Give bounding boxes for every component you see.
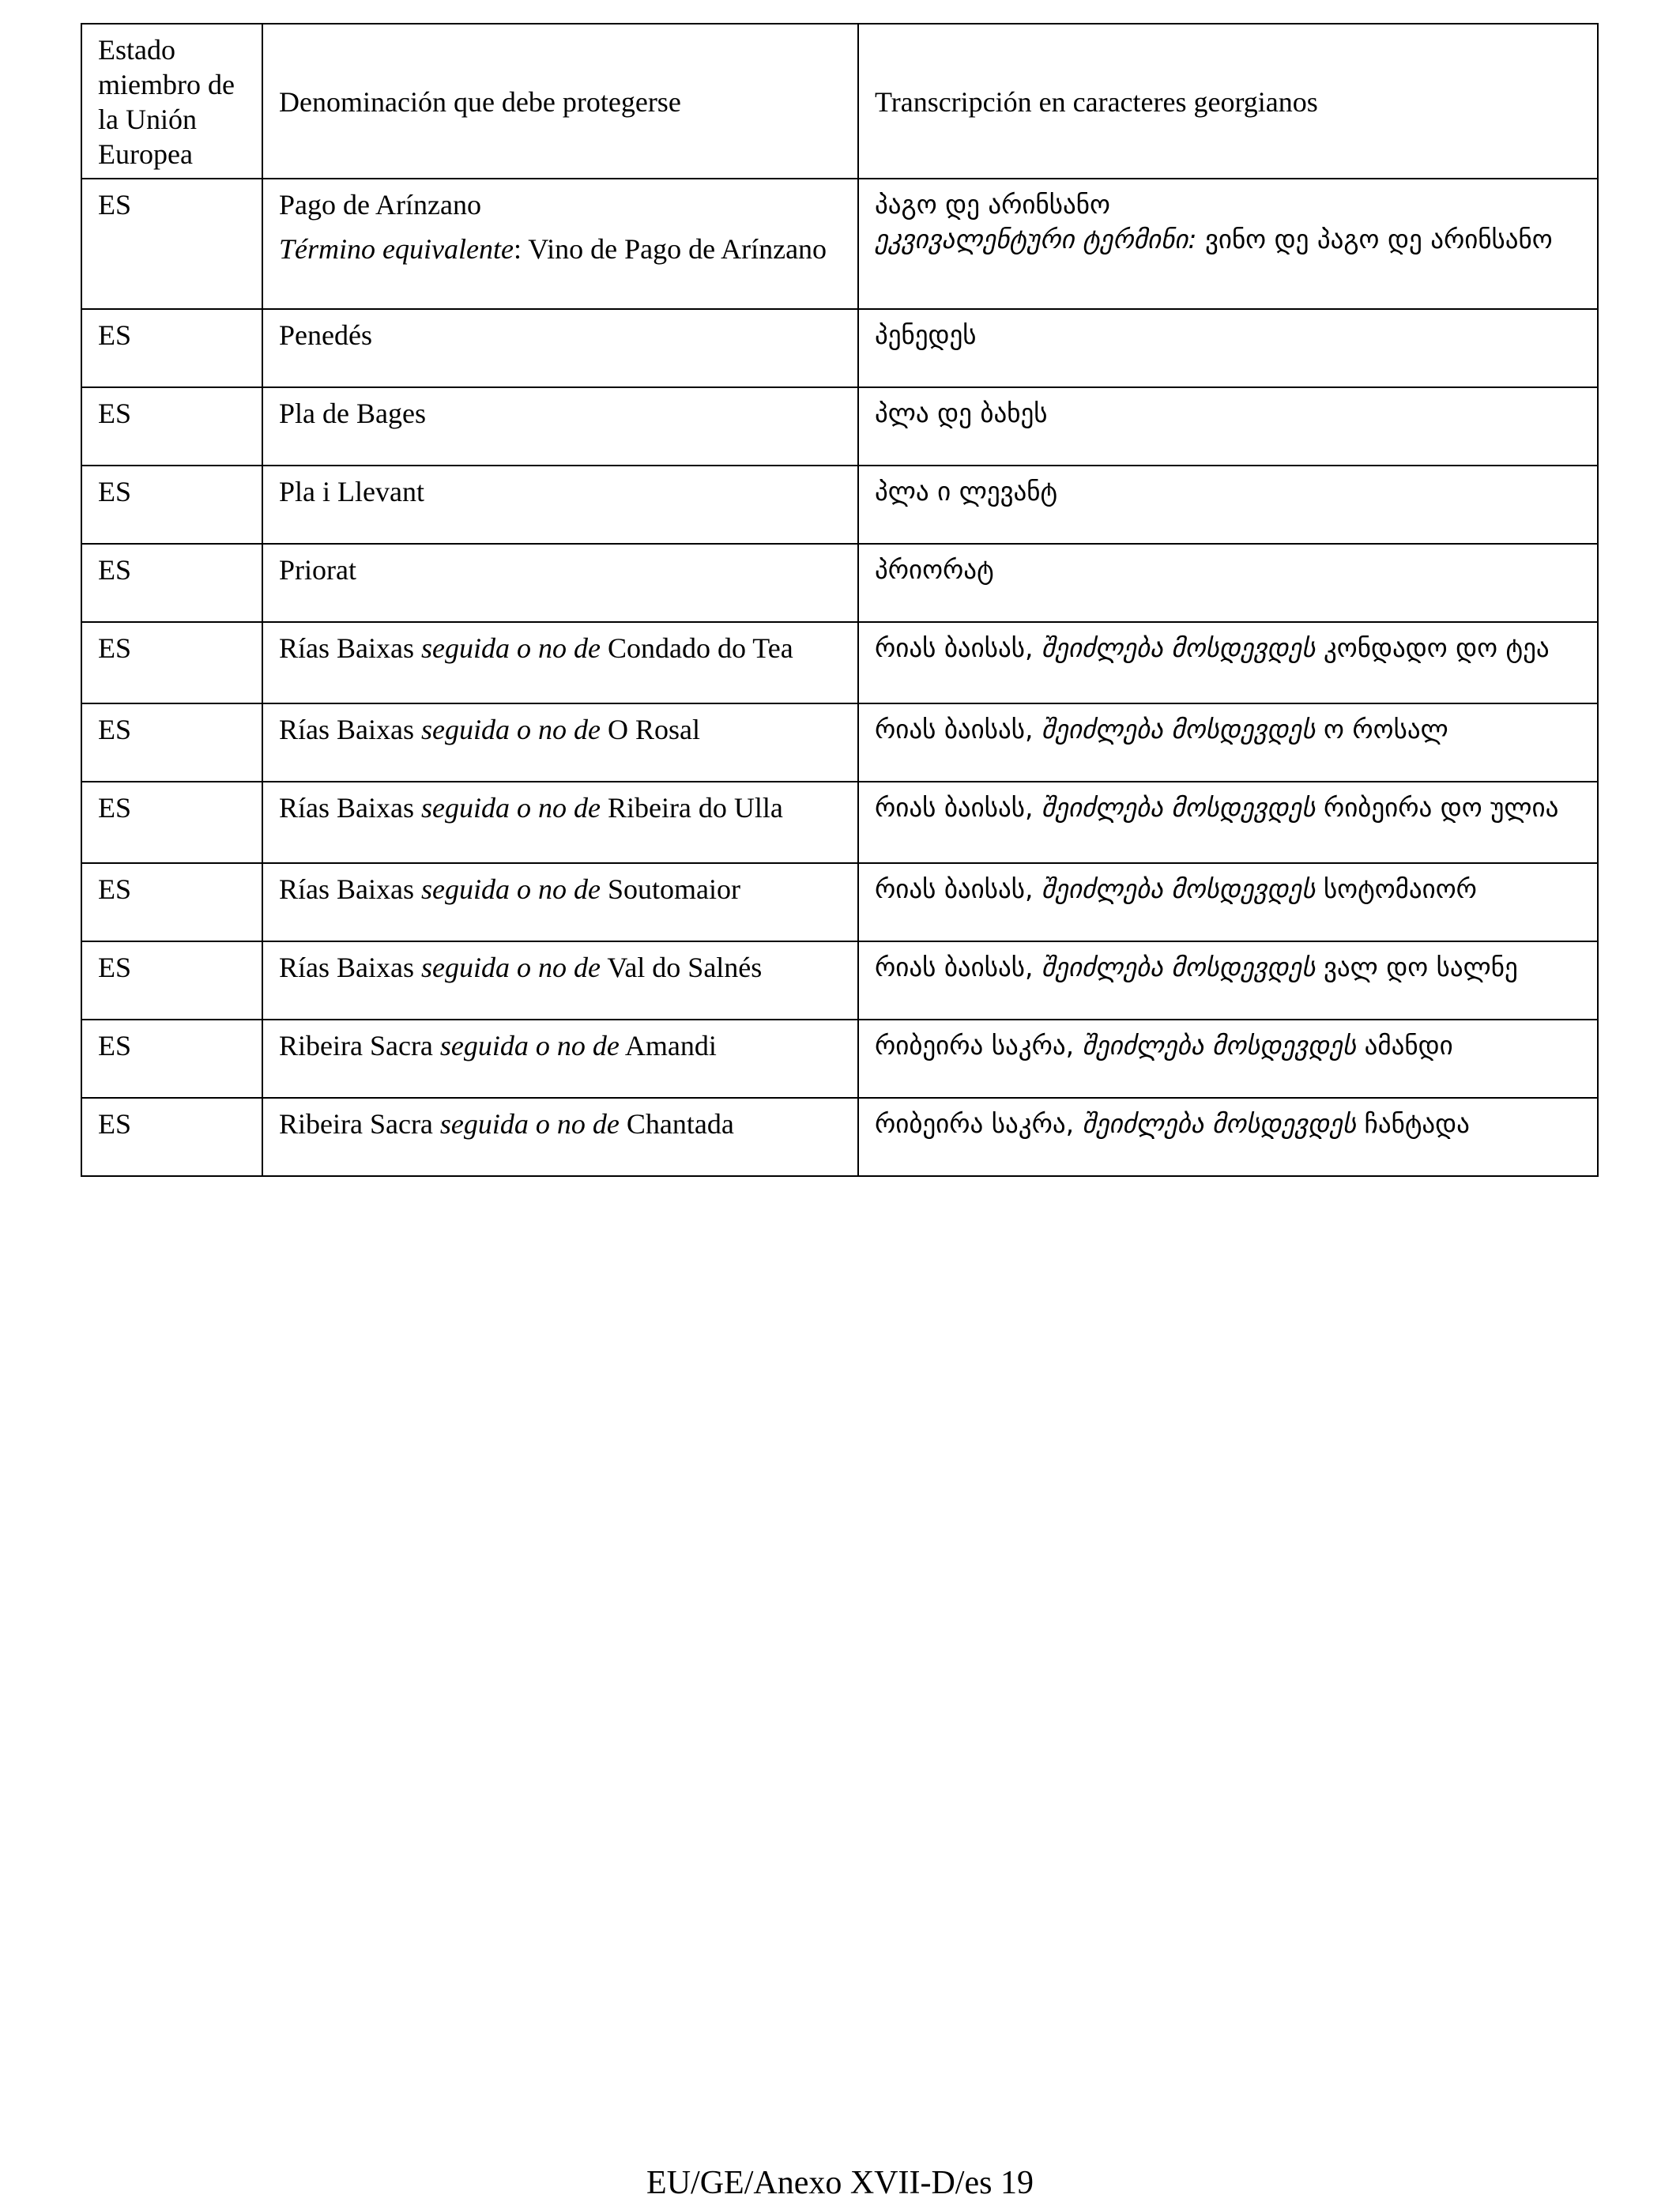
- cell-denomination: [262, 622, 858, 703]
- cell-denomination: Pla de Bages: [262, 387, 858, 466]
- denomination-connector: seguida o no de: [420, 873, 601, 905]
- cell-state: ES: [81, 622, 262, 703]
- cell-denomination: [262, 1098, 858, 1176]
- denomination-main: Rías Baixas: [279, 714, 414, 745]
- table-row: [81, 863, 1598, 941]
- cell-denomination: Priorat: [262, 544, 858, 622]
- table-row: [81, 387, 1598, 466]
- denomination-sub: Chantada: [626, 1108, 734, 1140]
- denomination-main: Ribeira Sacra: [279, 1108, 433, 1140]
- cell-transcription: პლა დე ბახეს: [858, 387, 1598, 466]
- table-row: [81, 466, 1598, 544]
- transcription-main: რიას ბაისას,: [875, 632, 1034, 663]
- transcription-equivalent: [875, 222, 1583, 257]
- cell-state: ES: [81, 544, 262, 622]
- cell-state: ES: [81, 179, 262, 309]
- cell-denomination: Penedés: [262, 309, 858, 387]
- cell-state: ES: [81, 1020, 262, 1098]
- cell-denomination: [262, 1020, 858, 1098]
- denomination-connector: seguida o no de: [420, 714, 601, 745]
- denomination-sub: Val do Salnés: [607, 952, 763, 983]
- transcription-equivalent-value: ვინო დე პაგო დე არინსანო: [1196, 224, 1553, 255]
- cell-denomination: Pla i Llevant: [262, 466, 858, 544]
- denomination-connector: seguida o no de: [420, 952, 601, 983]
- cell-denomination: [262, 863, 858, 941]
- denomination-main: Ribeira Sacra: [279, 1030, 433, 1061]
- cell-denomination: [262, 703, 858, 782]
- table-header-row: [81, 24, 1598, 179]
- page-footer-reference: EU/GE/Anexo XVII-D/es 19: [646, 2165, 1034, 2201]
- cell-state: ES: [81, 703, 262, 782]
- header-transcription: Transcripción en caracteres georgianos: [858, 24, 1598, 179]
- transcription-connector: შეიძლება მოსდევდეს: [1041, 792, 1316, 823]
- cell-transcription: [858, 1098, 1598, 1176]
- transcription-main: რიას ბაისას,: [875, 714, 1034, 745]
- table-row: [81, 622, 1598, 703]
- table-row: [81, 309, 1598, 387]
- cell-transcription: [858, 622, 1598, 703]
- cell-transcription: [858, 703, 1598, 782]
- cell-transcription: [858, 941, 1598, 1020]
- table-row: [81, 782, 1598, 863]
- transcription-sub: სოტომაიორ: [1323, 873, 1477, 904]
- transcription-sub: ამანდი: [1364, 1030, 1453, 1061]
- cell-transcription: პლა ი ლევანტ: [858, 466, 1598, 544]
- cell-transcription: [858, 179, 1598, 309]
- cell-state: ES: [81, 1098, 262, 1176]
- table-row: [81, 1020, 1598, 1098]
- table-row: [81, 179, 1598, 309]
- header-denomination: Denominación que debe protegerse: [262, 24, 858, 179]
- denomination-connector: seguida o no de: [420, 792, 601, 824]
- table-row: [81, 1098, 1598, 1176]
- transcription-main: რიას ბაისას,: [875, 792, 1034, 823]
- transcription-connector: შეიძლება მოსდევდეს: [1041, 873, 1316, 904]
- cell-state: ES: [81, 941, 262, 1020]
- denomination-sub: Ribeira do Ulla: [607, 792, 783, 824]
- cell-transcription: პენედეს: [858, 309, 1598, 387]
- transcription-text: პაგო დე არინსანო: [875, 189, 1110, 220]
- cell-state: ES: [81, 466, 262, 544]
- transcription-sub: კონდადო დო ტეა: [1323, 632, 1550, 663]
- table-row: [81, 941, 1598, 1020]
- table-row: [81, 544, 1598, 622]
- cell-transcription: [858, 1020, 1598, 1098]
- cell-denomination: [262, 179, 858, 309]
- equivalent-term-separator: :: [513, 233, 529, 265]
- transcription-connector: შეიძლება მოსდევდეს: [1041, 632, 1316, 663]
- transcription-connector: შეიძლება მოსდევდეს: [1041, 952, 1316, 982]
- equivalent-term-value: Vino de Pago de Arínzano: [528, 233, 827, 265]
- denominations-table: [81, 23, 1599, 1177]
- cell-denomination: [262, 782, 858, 863]
- denomination-connector: seguida o no de: [439, 1030, 620, 1061]
- transcription-sub: ო როსალ: [1323, 714, 1448, 745]
- transcription-main: რიას ბაისას,: [875, 952, 1034, 982]
- equivalent-term-label: Término equivalente: [279, 233, 514, 265]
- denomination-sub: Condado do Tea: [607, 632, 793, 664]
- transcription-main: რიბეირა საკრა,: [875, 1108, 1075, 1139]
- denomination-sub: O Rosal: [607, 714, 700, 745]
- cell-transcription: პრიორატ: [858, 544, 1598, 622]
- cell-state: ES: [81, 387, 262, 466]
- transcription-connector: შეიძლება მოსდევდეს: [1082, 1030, 1357, 1061]
- denomination-sub: Soutomaior: [607, 873, 740, 905]
- denomination-sub: Amandi: [624, 1030, 717, 1061]
- transcription-sub: ვალ დო სალნე: [1323, 952, 1518, 982]
- cell-state: ES: [81, 309, 262, 387]
- transcription-connector: შეიძლება მოსდევდეს: [1082, 1108, 1357, 1139]
- cell-state: ES: [81, 863, 262, 941]
- denomination-main: Rías Baixas: [279, 873, 414, 905]
- denomination-main: Rías Baixas: [279, 952, 414, 983]
- transcription-main: რიბეირა საკრა,: [875, 1030, 1075, 1061]
- cell-state: ES: [81, 782, 262, 863]
- transcription-sub: რიბეირა დო ულია: [1323, 792, 1559, 823]
- denomination-main: Rías Baixas: [279, 632, 414, 664]
- transcription-equivalent-label: ეკვივალენტური ტერმინი:: [875, 224, 1197, 255]
- denomination-connector: seguida o no de: [420, 632, 601, 664]
- denomination-connector: seguida o no de: [439, 1108, 620, 1140]
- denomination-main: Rías Baixas: [279, 792, 414, 824]
- cell-transcription: [858, 782, 1598, 863]
- table-row: [81, 703, 1598, 782]
- cell-denomination: [262, 941, 858, 1020]
- equivalent-term: [279, 232, 843, 266]
- transcription-sub: ჩანტადა: [1364, 1108, 1470, 1139]
- transcription-main: რიას ბაისას,: [875, 873, 1034, 904]
- denomination-text: Pago de Arínzano: [279, 189, 481, 221]
- transcription-connector: შეიძლება მოსდევდეს: [1041, 714, 1316, 745]
- cell-transcription: [858, 863, 1598, 941]
- header-member-state: Estado miembro de la Unión Europea: [81, 24, 262, 179]
